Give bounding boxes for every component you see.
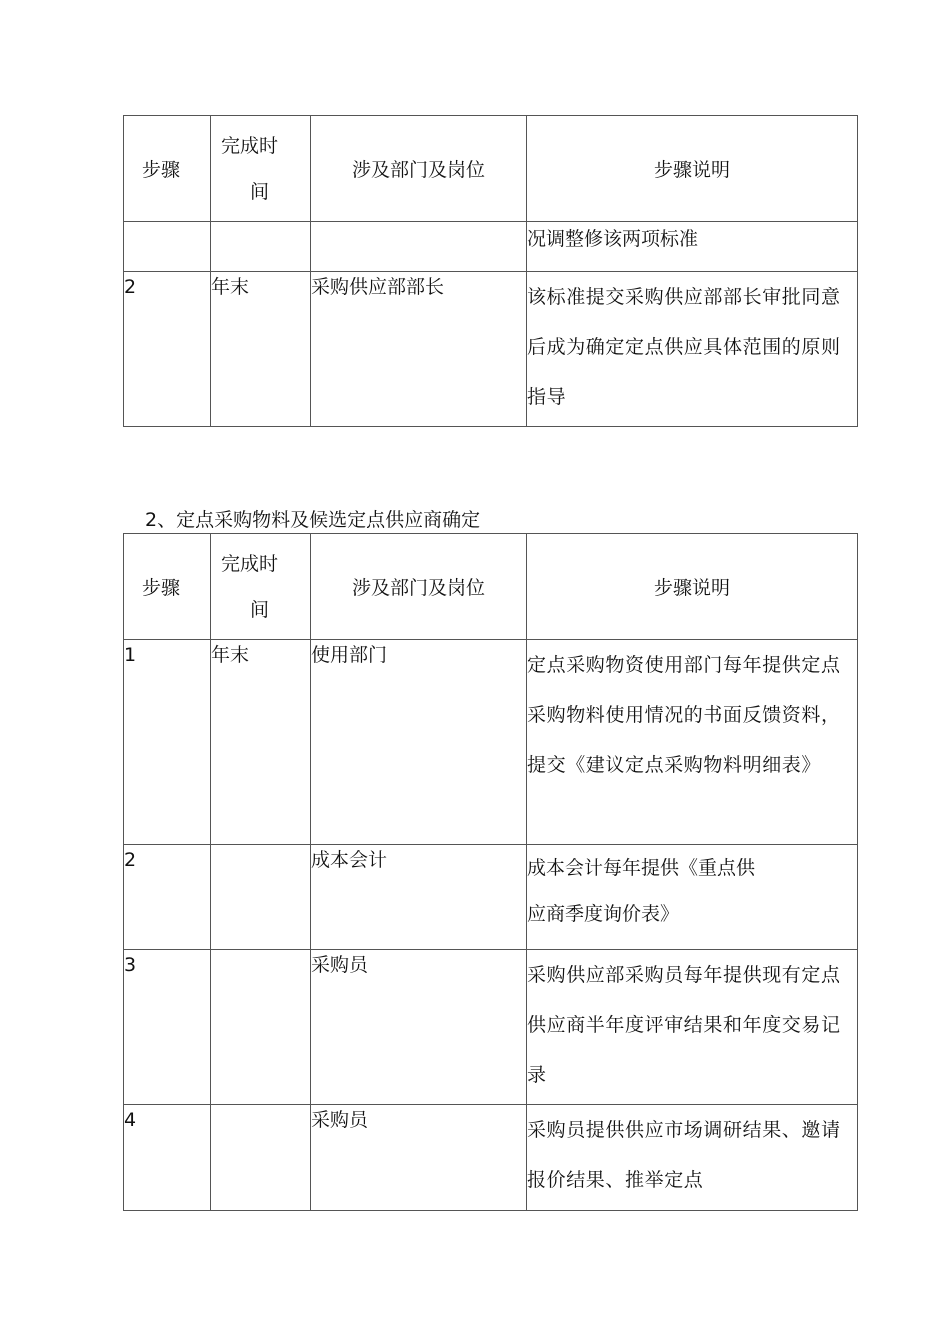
header-description: 步骤说明	[527, 116, 858, 222]
procedure-table-1	[123, 115, 858, 427]
step-cell: 3	[124, 950, 211, 1105]
header-time: 完成时 间	[211, 116, 311, 222]
description-cell: 采购员提供供应市场调研结果、邀请报价结果、推举定点	[527, 1105, 858, 1211]
description-cell: 采购供应部采购员每年提供现有定点供应商半年度评审结果和年度交易记录	[527, 950, 858, 1105]
description-cell: 定点采购物资使用部门每年提供定点采购物料使用情况的书面反馈资料，提交《建议定点采购物料明细表》	[527, 640, 858, 845]
header-description: 步骤说明	[527, 534, 858, 640]
section-title: 2、定点采购物料及候选定点供应商确定	[145, 509, 481, 531]
description-cell: 况调整修该两项标准	[527, 222, 858, 272]
header-department: 涉及部门及岗位	[311, 534, 527, 640]
procedure-table-2	[123, 533, 858, 1211]
table-row	[124, 950, 858, 1105]
header-time: 完成时 间	[211, 534, 311, 640]
department-cell: 采购员	[311, 950, 527, 1105]
time-cell: 年末	[211, 272, 311, 427]
department-cell	[311, 222, 527, 272]
header-step: 步骤	[124, 534, 211, 640]
table-row	[124, 222, 858, 272]
step-cell	[124, 222, 211, 272]
time-cell	[211, 845, 311, 950]
time-cell	[211, 950, 311, 1105]
department-cell: 使用部门	[311, 640, 527, 845]
table-header-row	[124, 116, 858, 222]
header-step: 步骤	[124, 116, 211, 222]
table-row	[124, 640, 858, 845]
time-cell	[211, 1105, 311, 1211]
step-cell: 2	[124, 272, 211, 427]
step-cell: 4	[124, 1105, 211, 1211]
time-cell	[211, 222, 311, 272]
step-cell: 1	[124, 640, 211, 845]
description-cell: 该标准提交采购供应部部长审批同意后成为确定定点供应具体范围的原则指导	[527, 272, 858, 427]
time-cell: 年末	[211, 640, 311, 845]
header-department: 涉及部门及岗位	[311, 116, 527, 222]
department-cell: 采购员	[311, 1105, 527, 1211]
department-cell: 成本会计	[311, 845, 527, 950]
table-row	[124, 845, 858, 950]
description-cell: 成本会计每年提供《重点供 应商季度询价表》	[527, 845, 858, 950]
table-row	[124, 1105, 858, 1211]
department-cell: 采购供应部部长	[311, 272, 527, 427]
step-cell: 2	[124, 845, 211, 950]
table-header-row	[124, 534, 858, 640]
table-row	[124, 272, 858, 427]
